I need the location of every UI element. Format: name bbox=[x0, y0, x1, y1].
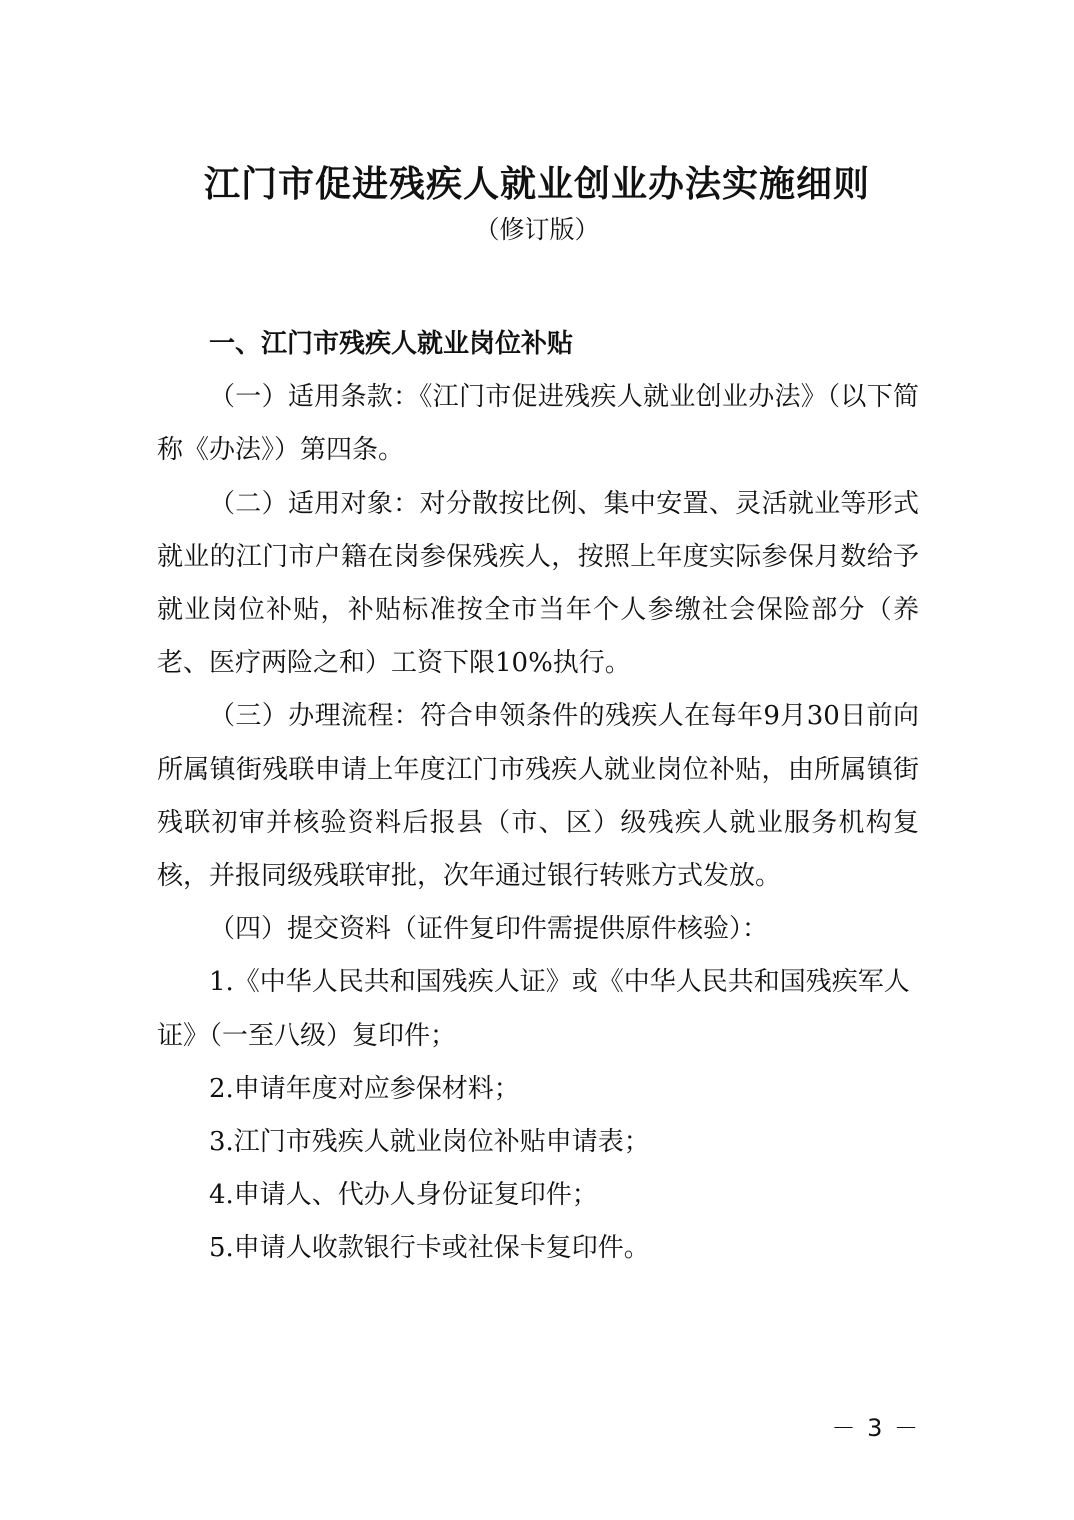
paragraph-applicable-clause: （一）适用条款：《江门市促进残疾人就业创业办法》（以下简称《办法》）第四条。 bbox=[157, 382, 919, 466]
material-item: 1.《中华人民共和国残疾人证》或《中华人民共和国残疾军人证》（一至八级）复印件； bbox=[157, 967, 910, 1051]
paragraph-materials-intro: （四）提交资料（证件复印件需提供原件核验）： bbox=[209, 914, 769, 945]
document-subtitle: （修订版） bbox=[474, 215, 600, 244]
material-item: 3.江门市残疾人就业岗位补贴申请表； bbox=[209, 1127, 650, 1158]
section-heading: 一、江门市残疾人就业岗位补贴 bbox=[209, 329, 574, 359]
paragraph-process: （三）办理流程：符合申领条件的残疾人在每年9月30日前向所属镇街残联申请上年度江门市残疾人就业岗位补贴，由所属镇街残联初审并核验资料后报县（市、区）级残疾人就业服务机构复核，并报同级残联审批，次年通过银行转账方式发放。 bbox=[157, 701, 919, 892]
material-item: 5.申请人收款银行卡或社保卡复印件。 bbox=[209, 1233, 650, 1264]
document-title: 江门市促进残疾人就业创业办法实施细则 bbox=[203, 163, 870, 205]
material-item: 4.申请人、代办人身份证复印件； bbox=[209, 1180, 598, 1211]
paragraph-applicable-target: （二）适用对象：对分散按比例、集中安置、灵活就业等形式就业的江门市户籍在岗参保残疾人，按照上年度实际参保月数给予就业岗位补贴，补贴标准按全市当年个人参缴社会保险部分（养老、医疗两险之和）工资下限10%执行。 bbox=[157, 488, 919, 679]
material-item: 2.申请年度对应参保材料； bbox=[209, 1073, 520, 1104]
document-body bbox=[157, 318, 919, 1276]
page-number: － 3 － bbox=[831, 1414, 920, 1442]
